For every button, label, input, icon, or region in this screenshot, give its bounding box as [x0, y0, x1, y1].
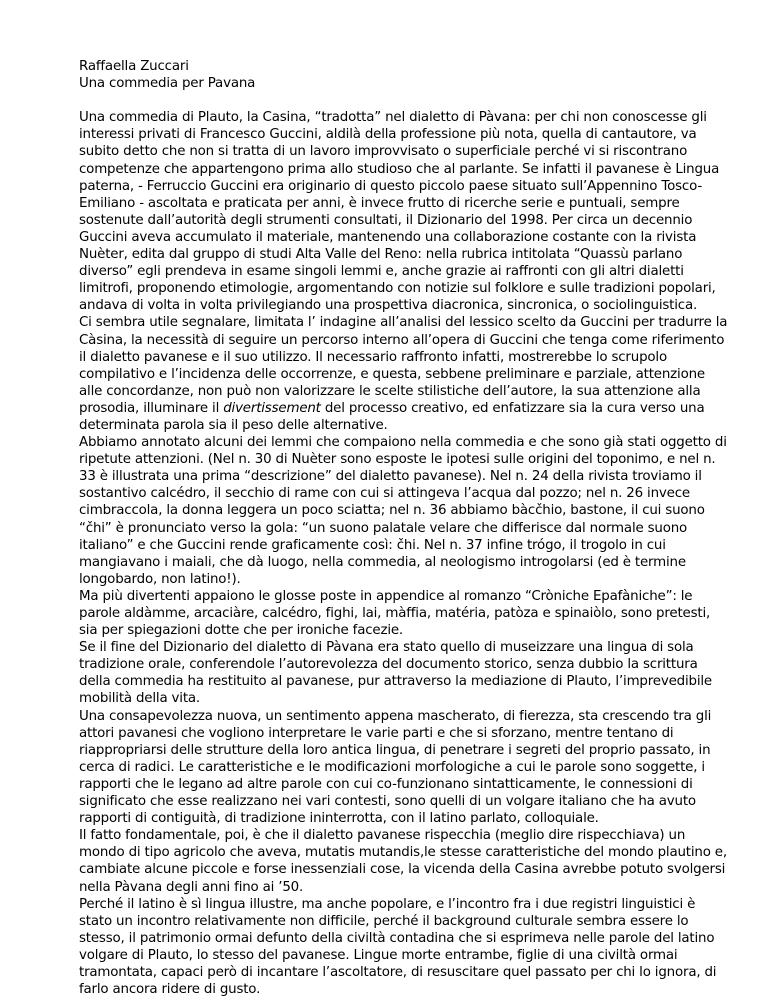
paragraph-1 [79, 109, 728, 314]
italic-term: divertissement [223, 400, 321, 416]
paragraph-text: del processo creativo, ed enfatizzare sia la cura verso una determinata parola sia il peso delle alternative. [79, 400, 705, 433]
paragraph-text: Ci sembra utile segnalare, limitata l’ indagine all’analisi del lessico scelto da Guccini per tradurre la Càsina, la necessità di seguire un percorso interno all’opera di Guccini che tenga come riferimento il dialetto pavanese e il suo utilizzo. Il necessario raffronto infatti, mostrerebbe lo scrupolo compilativo e l’incidenza delle occorrenze, e questa, sebbene preliminare e parziale, attenzione alle concordanze, non può non valorizzare le scelte stilistiche dell’autore, la sua attenzione alla prosodia, illuminare il [79, 315, 728, 416]
paragraph-text: Una consapevolezza nuova, un sentimento appena mascherato, di fierezza, sta crescendo tra gli attori pavanesi che vogliono interpretare le varie parti e che si sforzano, mentre tentano di riappropriarsi delle strutture della loro antica lingua, di penetrare i segreti del proprio passato, in cerca di radici. Le caratteristiche e le modificazioni morfologiche a cui le parole sono soggette, i rapporti che le legano ad altre parole con cui co-funzionano sintatticamente, le connessioni di significato che esse realizzano nei vari contesti, sono quelli di un volgare italiano che ha avuto rapporti di contiguità, di tradizione ininterrotta, con il latino parlato, colloquiale. [79, 708, 712, 827]
paragraph-3 [79, 434, 728, 588]
paragraph-text: Se il fine del Dizionario del dialetto di Pàvana era stato quello di museizzare una lingua di sola tradizione orale, conferendole l’autorevolezza del documento storico, senza dubbio la scrittura della commedia ha restituito al pavanese, pur attraverso la mediazione di Plauto, l’imprevedibile mobilità della vita. [79, 640, 712, 707]
paragraph-8 [79, 896, 728, 998]
document-title: Una commedia per Pavana [79, 76, 256, 92]
paragraph-7 [79, 827, 728, 895]
paragraph-4 [79, 588, 728, 639]
author-name: Raffaella Zuccari [79, 59, 189, 74]
paragraph-text: Abbiamo annotato alcuni dei lemmi che compaiono nella commedia e che sono già stati oggetto di ripetute attenzioni. (Nel n. 30 di Nuèter sono esposte le ipotesi sulle origini del toponimo, e nel n. 33 è illustrata una prima “descrizione” del dialetto pavanese). Nel n. 24 della rivista troviamo il sostantivo calcédro, il secchio di rame con cui si attingeva l’acqua dal pozzo; nel n. 26 invece cimbraccola, la donna leggera un poco sciatta; nel n. 36 abbiamo bàcčhio, bastone, il cui suono “čhi” è pronunciato verso la gola: “un suono palatale velare che differisce dal normale suono italiano” e che Guccini rende graficamente così: čhi. Nel n. 37 infine trógo, il trogolo in cui mangiavano i maiali, che dà luogo, nella commedia, al neologismo introgolarsi (ed è termine longobardo, non latino!). [79, 435, 727, 587]
paragraph-5 [79, 639, 728, 707]
paragraph-text: Il fatto fondamentale, poi, è che il dialetto pavanese rispecchia (meglio dire rispecchiava) un mondo di tipo agricolo che aveva, mutatis mutandis,le stesse caratteristiche del mondo plautino e, cambiate alcune piccole e forse inessenziali cose, la vicenda della Casina avrebbe potuto svolgersi nella Pàvana degli anni fino ai ’50. [79, 828, 727, 895]
paragraph-text: Una commedia di Plauto, la Casina, “tradotta” nel dialetto di Pàvana: per chi non conoscesse gli interessi privati di Francesco Guccini, aldilà della professione più nota, quella di cantautore, va subito detto che non si tratta di un lavoro improvvisato o superficiale perché vi si riscontrano competenze che appartengono prima allo studioso che al parlante. Se infatti il pavanese è Lingua paterna, - Ferruccio Guccini era originario di questo piccolo paese situato sull’Appennino Tosco-Emiliano - ascoltata e praticata per anni, è invece frutto di ricerche serie e puntuali, sempre sostenute dall’autorità degli strumenti consultati, il Dizionario del 1998. Per circa un decennio Guccini aveva accumulato il materiale, mantenendo una collaborazione costante con la rivista Nuèter, edita dal gruppo di studi Alta Valle del Reno: nella rubrica intitolata “Quassù parlano diverso” egli prendeva in esame singoli lemmi e, anche grazie ai raffronti con gli altri dialetti limitrofi, proponendo etimologie, argomentando con notizie sul folklore e sulle tradizioni popolari, andava di volta in volta privilegiando una prospettiva diacronica, sincronica, o sociolinguistica. [79, 110, 720, 314]
paragraph-text: Perché il latino è sì lingua illustre, ma anche popolare, e l’incontro fra i due registri linguistici è stato un incontro relativamente non difficile, perché il background culturale sembra essere lo stesso, il patrimonio ormai defunto della civiltà contadina che si esprimeva nelle parole del latino volgare di Plauto, lo stesso del pavanese. Lingue morte entrambe, figlie di una civiltà ormai tramontata, capaci però di incantare l’ascoltatore, di resuscitare quel passato per chi lo ignora, di farlo ancora ridere di gusto. [79, 896, 717, 998]
paragraph-2 [79, 314, 728, 434]
paragraph-6 [79, 708, 728, 828]
spacer [79, 92, 728, 109]
paragraph-text: Ma più divertenti appaiono le glosse poste in appendice al romanzo “Cròniche Epafàniche”: le parole aldàmme, arcaciàre, calcédro, fighi, lai, màffia, matéria, patòza e spinaiòlo, sono pretesti, sia per spiegazioni dotte che per ironiche facezie. [79, 588, 711, 639]
